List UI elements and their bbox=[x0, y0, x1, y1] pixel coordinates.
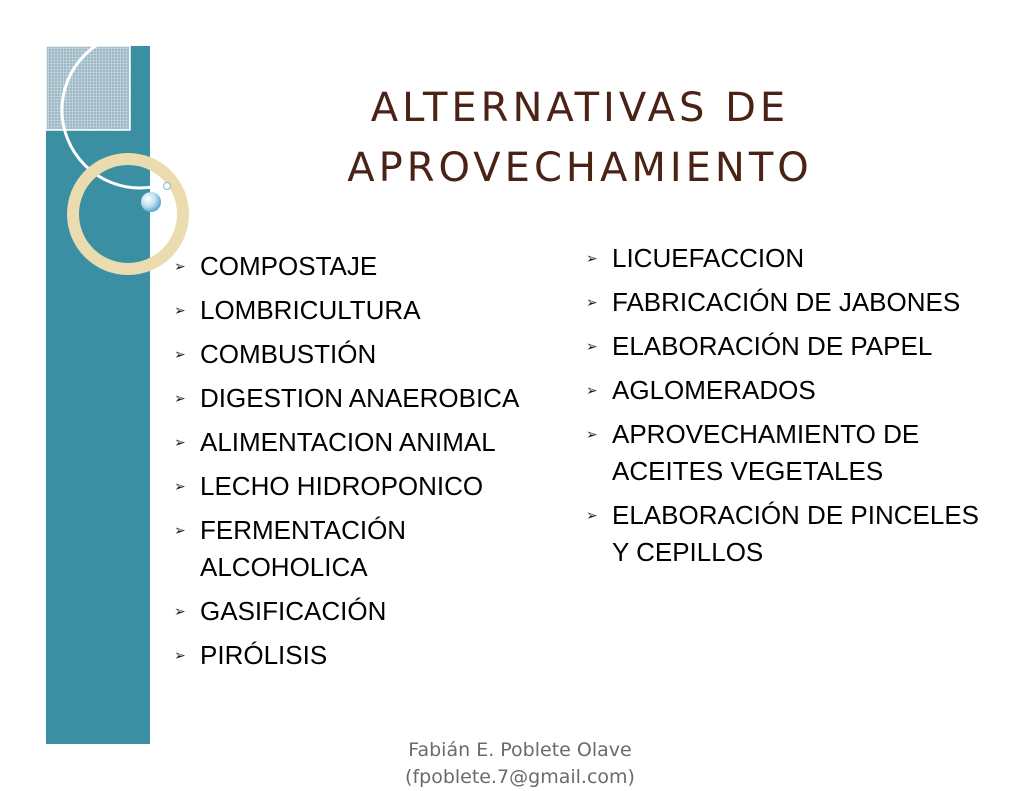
arrowhead-bullet-icon: ➢ bbox=[586, 294, 598, 310]
list-item bbox=[584, 497, 984, 571]
footer-email: (fpoblete.7@gmail.com) bbox=[405, 766, 635, 788]
list-item bbox=[172, 380, 572, 417]
arrowhead-bullet-icon: ➢ bbox=[174, 346, 186, 362]
arrowhead-bullet-icon: ➢ bbox=[174, 522, 186, 538]
list-item bbox=[172, 468, 572, 505]
list-item-text: COMPOSTAJE bbox=[200, 251, 378, 281]
grid-square bbox=[46, 46, 130, 130]
list-item-text: FERMENTACIÓN ALCOHOLICA bbox=[200, 515, 407, 582]
title-line-2: APROVECHAMIENTO bbox=[347, 145, 813, 191]
footer-credit bbox=[330, 737, 710, 791]
list-item bbox=[172, 637, 572, 674]
list-item-text: AGLOMERADOS bbox=[612, 375, 816, 405]
list-item-text: GASIFICACIÓN bbox=[200, 596, 387, 626]
left-list bbox=[172, 248, 572, 681]
cream-ring bbox=[73, 159, 183, 269]
list-item-text: LECHO HIDROPONICO bbox=[200, 471, 484, 501]
list-item bbox=[172, 292, 572, 329]
list-item bbox=[584, 284, 984, 321]
bubble-small bbox=[164, 183, 171, 190]
arrowhead-bullet-icon: ➢ bbox=[586, 382, 598, 398]
arrowhead-bullet-icon: ➢ bbox=[586, 250, 598, 266]
arrowhead-bullet-icon: ➢ bbox=[174, 434, 186, 450]
list-item-text: ALIMENTACION ANIMAL bbox=[200, 427, 496, 457]
list-item-text: APROVECHAMIENTO DE ACEITES VEGETALES bbox=[612, 419, 920, 486]
arrowhead-bullet-icon: ➢ bbox=[586, 426, 598, 442]
page-title bbox=[250, 78, 910, 198]
right-list bbox=[584, 240, 984, 578]
list-item-text: ELABORACIÓN DE PINCELES Y CEPILLOS bbox=[612, 500, 979, 567]
list-item bbox=[172, 248, 572, 285]
arrowhead-bullet-icon: ➢ bbox=[174, 478, 186, 494]
arrowhead-bullet-icon: ➢ bbox=[174, 647, 186, 663]
arrowhead-bullet-icon: ➢ bbox=[174, 302, 186, 318]
list-item bbox=[172, 593, 572, 630]
list-item bbox=[584, 372, 984, 409]
title-line-1: ALTERNATIVAS DE bbox=[370, 85, 790, 131]
list-item-text: LOMBRICULTURA bbox=[200, 295, 421, 325]
list-item-text: LICUEFACCION bbox=[612, 243, 805, 273]
list-item bbox=[172, 336, 572, 373]
arrowhead-bullet-icon: ➢ bbox=[174, 603, 186, 619]
list-item bbox=[584, 240, 984, 277]
list-item bbox=[172, 424, 572, 461]
list-item bbox=[172, 512, 572, 586]
list-item bbox=[584, 328, 984, 365]
arrowhead-bullet-icon: ➢ bbox=[586, 338, 598, 354]
arrowhead-bullet-icon: ➢ bbox=[174, 390, 186, 406]
list-item-text: DIGESTION ANAEROBICA bbox=[200, 383, 520, 413]
list-item bbox=[584, 416, 984, 490]
bubble-large bbox=[141, 192, 161, 212]
footer-author: Fabián E. Poblete Olave bbox=[408, 739, 632, 761]
arrowhead-bullet-icon: ➢ bbox=[586, 507, 598, 523]
list-item-text: COMBUSTIÓN bbox=[200, 339, 377, 369]
arrowhead-bullet-icon: ➢ bbox=[174, 258, 186, 274]
list-item-text: PIRÓLISIS bbox=[200, 640, 328, 670]
list-item-text: FABRICACIÓN DE JABONES bbox=[612, 287, 961, 317]
list-item-text: ELABORACIÓN DE PAPEL bbox=[612, 331, 933, 361]
